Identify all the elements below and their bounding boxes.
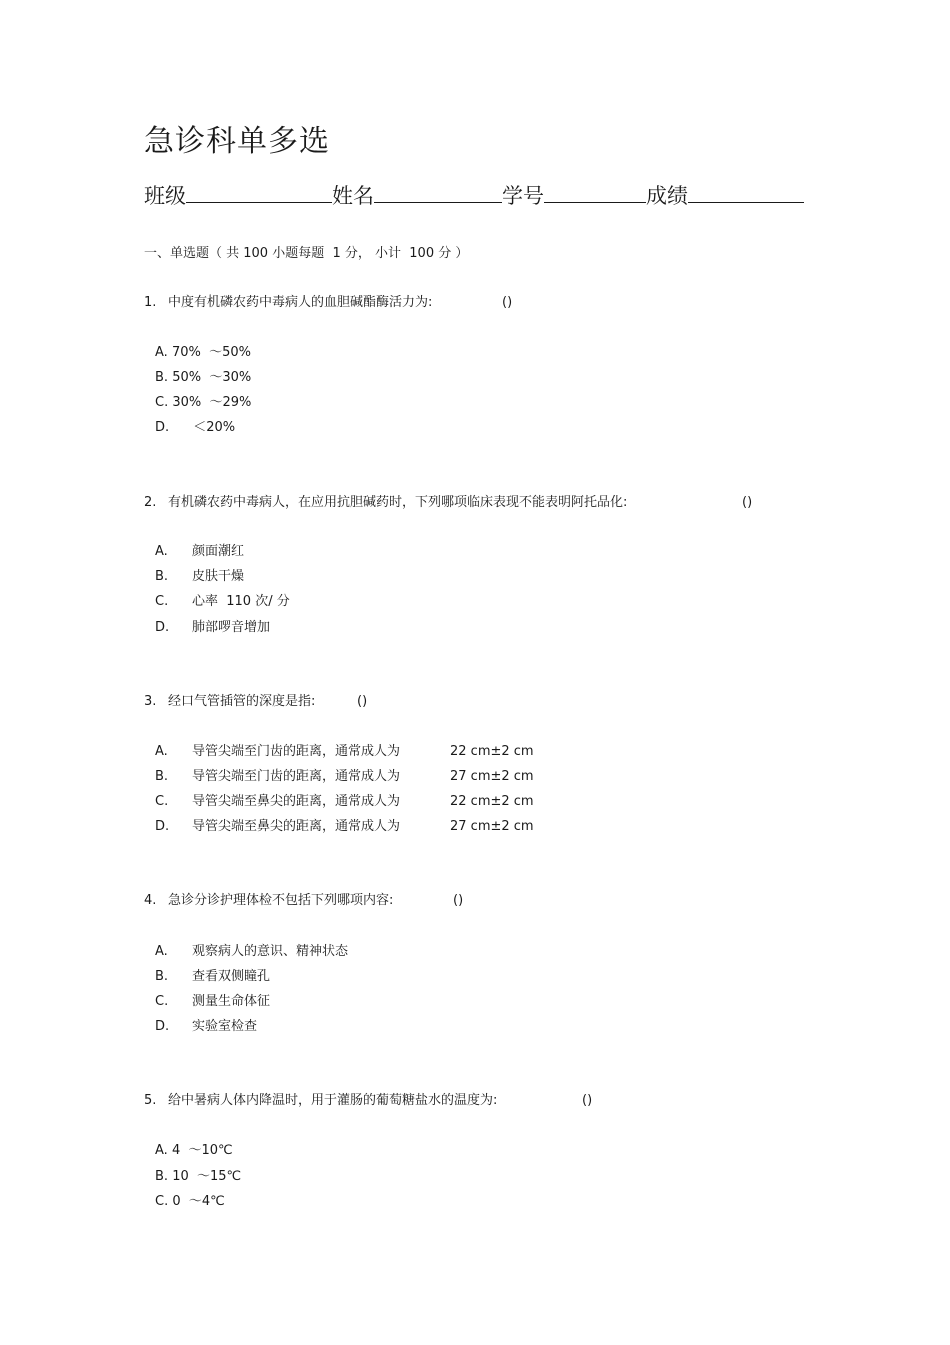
option-1d: [155, 418, 235, 438]
option-text: 实验室检查: [192, 1019, 258, 1034]
answer-paren: (): [453, 893, 464, 908]
option-2c: [155, 592, 290, 612]
option-3c: [155, 792, 534, 812]
option-text: ＜20%: [185, 420, 236, 435]
question-text: 急诊分诊护理体检不包括下列哪项内容:: [168, 893, 394, 908]
option-5b: [155, 1167, 241, 1187]
question-number: 1.: [144, 295, 157, 310]
option-letter: D.: [155, 1019, 170, 1034]
option-value: 27 cm±2 cm: [450, 819, 534, 834]
question-text: 中度有机磷农药中毒病人的血胆碱酯酶活力为:: [168, 295, 433, 310]
option-3d: [155, 817, 534, 837]
option-text: 4 ～10℃: [171, 1143, 233, 1158]
option-letter: B.: [155, 569, 169, 584]
option-3a: [155, 742, 534, 762]
answer-paren: (): [357, 694, 368, 709]
question-number: 4.: [144, 893, 157, 908]
option-2a: [155, 542, 244, 562]
option-text: 查看双侧瞳孔: [192, 969, 271, 984]
question-text: 给中暑病人体内降温时，用于灌肠的葡萄糖盐水的温度为:: [168, 1093, 498, 1108]
option-text: 30% ～29%: [172, 395, 252, 410]
option-text: 心率 110 次/ 分: [192, 594, 290, 609]
question-5: [144, 1091, 593, 1111]
option-text: 0 ～4℃: [172, 1194, 225, 1209]
name-label: 姓名: [332, 184, 374, 208]
option-5a: [155, 1141, 233, 1161]
question-number: 2.: [144, 495, 157, 510]
option-letter: A.: [155, 345, 168, 360]
student-id-label: 学号: [502, 184, 544, 208]
option-3b: [155, 767, 534, 787]
question-number: 5.: [144, 1093, 157, 1108]
option-4a: [155, 942, 348, 962]
option-2b: [155, 567, 244, 587]
option-text: 10 ～15℃: [172, 1169, 242, 1184]
option-1a: [155, 343, 251, 363]
option-letter: C.: [155, 1194, 169, 1209]
option-letter: B.: [155, 1169, 169, 1184]
class-blank: [186, 178, 332, 203]
option-text: 导管尖端至鼻尖的距离，通常成人为: [192, 794, 401, 809]
option-text: 颜面潮红: [192, 544, 245, 559]
option-letter: D.: [155, 819, 170, 834]
question-text: 经口气管插管的深度是指:: [168, 694, 316, 709]
page-title: 急诊科单多选: [144, 124, 330, 159]
option-value: 22 cm±2 cm: [450, 794, 534, 809]
option-value: 27 cm±2 cm: [450, 769, 534, 784]
score-blank: [688, 178, 804, 203]
student-id-blank: [544, 178, 646, 203]
option-letter: A.: [155, 1143, 168, 1158]
question-text: 有机磷农药中毒病人，在应用抗胆碱药时，下列哪项临床表现不能表明阿托品化:: [168, 495, 628, 510]
option-letter: B.: [155, 370, 169, 385]
option-letter: C.: [155, 395, 169, 410]
answer-paren: (): [582, 1093, 593, 1108]
option-letter: A.: [155, 544, 168, 559]
option-value: 22 cm±2 cm: [450, 744, 534, 759]
question-1: [144, 293, 513, 313]
score-label: 成绩: [646, 184, 688, 208]
option-text: 导管尖端至门齿的距离，通常成人为: [192, 744, 401, 759]
name-blank: [374, 178, 502, 203]
option-letter: C.: [155, 994, 169, 1009]
question-2: [144, 493, 753, 513]
option-text: 50% ～30%: [172, 370, 252, 385]
option-letter: D.: [155, 420, 170, 435]
question-number: 3.: [144, 694, 157, 709]
question-3: [144, 692, 368, 712]
option-letter: A.: [155, 944, 168, 959]
option-4d: [155, 1017, 257, 1037]
student-info-fields: [144, 178, 804, 211]
option-text: 70% ～50%: [171, 345, 251, 360]
option-letter: B.: [155, 769, 169, 784]
option-2d: [155, 618, 270, 638]
option-text: 测量生命体征: [192, 994, 271, 1009]
answer-paren: (): [502, 295, 513, 310]
option-text: 观察病人的意识、精神状态: [192, 944, 349, 959]
question-4: [144, 891, 464, 911]
section-heading: 一、单选题（ 共 100 小题每题 1 分， 小计 100 分 ）: [144, 246, 469, 261]
option-4b: [155, 967, 270, 987]
option-letter: C.: [155, 594, 169, 609]
option-letter: C.: [155, 794, 169, 809]
option-1b: [155, 368, 251, 388]
option-text: 导管尖端至门齿的距离，通常成人为: [192, 769, 401, 784]
option-5c: [155, 1192, 225, 1212]
option-text: 导管尖端至鼻尖的距离，通常成人为: [192, 819, 401, 834]
answer-paren: (): [742, 495, 753, 510]
option-letter: A.: [155, 744, 168, 759]
option-letter: B.: [155, 969, 169, 984]
option-letter: D.: [155, 620, 170, 635]
option-text: 肺部啰音增加: [192, 620, 271, 635]
class-label: 班级: [144, 184, 186, 208]
option-1c: [155, 393, 251, 413]
option-4c: [155, 992, 270, 1012]
option-text: 皮肤干燥: [192, 569, 245, 584]
